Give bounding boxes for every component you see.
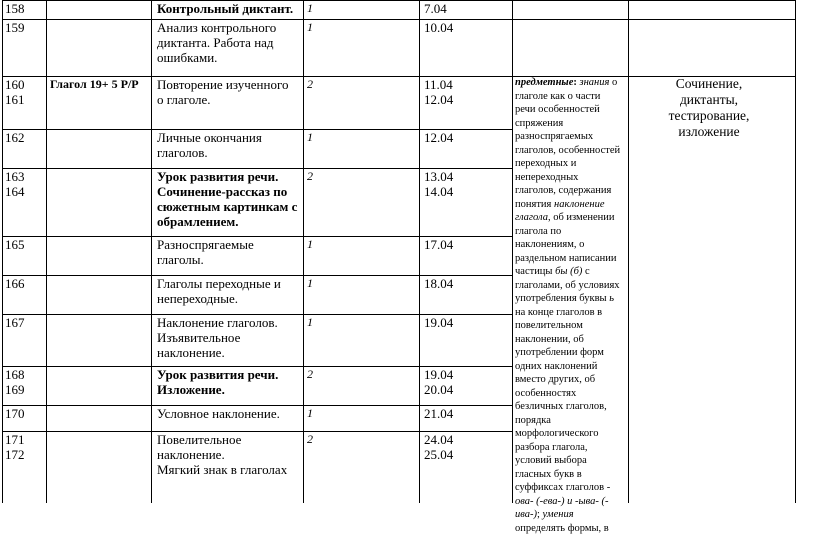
results-colon: :	[573, 77, 577, 88]
lesson-topic: диктанта. Работа над	[157, 35, 274, 50]
lesson-number: 165	[5, 237, 25, 252]
control-form-line: тестирование,	[629, 108, 789, 124]
column-border	[303, 0, 304, 503]
lesson-hours: 2	[307, 432, 313, 447]
results-line	[515, 495, 627, 509]
results-text: употреблении форм	[515, 347, 604, 358]
lesson-date: 19.04	[424, 367, 453, 382]
results-text: наклонение	[554, 199, 605, 210]
lesson-date: 12.04	[424, 92, 453, 107]
lesson-date: 17.04	[424, 237, 453, 252]
results-line	[515, 346, 627, 360]
results-text: переходных и	[515, 158, 576, 169]
results-text: знания	[579, 77, 609, 88]
lesson-date: 10.04	[424, 20, 453, 35]
lesson-topic: Личные окончания	[157, 130, 262, 145]
results-text: умения	[543, 509, 574, 520]
results-text: , об изменении	[548, 212, 615, 223]
column-border	[512, 0, 513, 503]
results-text: безличных глаголов,	[515, 401, 607, 412]
lesson-number: 168	[5, 367, 25, 382]
lesson-date: 13.04	[424, 169, 453, 184]
lesson-hours: 1	[307, 237, 313, 252]
results-line	[515, 252, 627, 266]
lesson-hours: 1	[307, 1, 313, 16]
control-forms	[629, 76, 789, 140]
lesson-topic: Глаголы переходные и	[157, 276, 281, 291]
results-text: наклонении, об	[515, 334, 584, 345]
results-line	[515, 319, 627, 333]
results-text: непереходных	[515, 172, 578, 183]
lesson-date: 24.04	[424, 432, 453, 447]
lesson-number: 160	[5, 77, 25, 92]
results-text: глаголов, особенностей	[515, 145, 620, 156]
lesson-topic: Урок развития речи.	[157, 367, 278, 382]
lesson-topic: Урок развития речи.	[157, 169, 278, 184]
results-text: бы (б)	[555, 266, 582, 277]
results-line	[515, 157, 627, 171]
lesson-hours: 2	[307, 367, 313, 382]
results-line	[515, 427, 627, 441]
lesson-topic: Повторение изученного	[157, 77, 288, 92]
results-line	[515, 144, 627, 158]
lesson-number: 167	[5, 315, 25, 330]
results-text: ь	[609, 293, 614, 304]
results-text: ива-)	[515, 509, 537, 520]
results-line	[515, 117, 627, 131]
results-text: одних наклонений	[515, 361, 597, 372]
results-line	[515, 441, 627, 455]
results-line	[515, 306, 627, 320]
lesson-topic: Сочинение-рассказ по	[157, 184, 287, 199]
results-line	[515, 171, 627, 185]
lesson-date: 7.04	[424, 1, 447, 16]
results-text: наклонениям, о	[515, 239, 584, 250]
lesson-topic: Условное наклонение.	[157, 406, 280, 421]
lesson-topic: Изложение.	[157, 382, 225, 397]
lesson-topic: о глаголе.	[157, 92, 211, 107]
lesson-topic: Изъявительное	[157, 330, 240, 345]
lesson-topic: Повелительное	[157, 432, 241, 447]
results-text: понятия	[515, 199, 554, 210]
lesson-number: 164	[5, 184, 25, 199]
row-border	[2, 19, 796, 20]
lesson-number: 171	[5, 432, 25, 447]
lesson-date: 11.04	[424, 77, 453, 92]
results-label: предметные	[515, 77, 573, 88]
lesson-number: 169	[5, 382, 25, 397]
lesson-number: 159	[5, 20, 25, 35]
results-text: речи особенностей	[515, 104, 600, 115]
results-line	[515, 468, 627, 482]
row-border	[2, 0, 796, 1]
lesson-hours: 2	[307, 77, 313, 92]
column-border	[419, 0, 420, 503]
results-line	[515, 292, 627, 306]
lesson-hours: 1	[307, 276, 313, 291]
results-line	[515, 360, 627, 374]
lesson-topic: Мягкий знак в глаголах	[157, 462, 287, 477]
lesson-topic: непереходные.	[157, 291, 238, 306]
lesson-topic: глаголов.	[157, 145, 208, 160]
lesson-hours: 1	[307, 20, 313, 35]
results-line	[515, 184, 627, 198]
lesson-topic: наклонение.	[157, 447, 225, 462]
control-form-line: Сочинение,	[629, 76, 789, 92]
lesson-topic: наклонение.	[157, 345, 225, 360]
results-text: глаголов, содержания	[515, 185, 611, 196]
results-line	[515, 211, 627, 225]
results-text: глагола по	[515, 226, 561, 237]
lesson-topic: обрамлением.	[157, 214, 239, 229]
results-text: ова- (-ева-) и -ыва- (-	[515, 496, 608, 507]
control-form-line: изложение	[629, 124, 789, 140]
lesson-hours: 1	[307, 406, 313, 421]
column-border	[46, 0, 47, 503]
section-title: Глагол 19+ 5 Р/Р	[50, 77, 139, 92]
lesson-date: 14.04	[424, 184, 453, 199]
results-line	[515, 90, 627, 104]
results-line	[515, 333, 627, 347]
results-text: употребления буквы	[515, 293, 609, 304]
lesson-number: 163	[5, 169, 25, 184]
lesson-hours: 1	[307, 315, 313, 330]
results-text: ;	[537, 509, 543, 520]
lesson-topic: ошибками.	[157, 50, 217, 65]
results-line	[515, 373, 627, 387]
results-line	[515, 130, 627, 144]
results-text: глагола	[515, 212, 548, 223]
results-text: спряжения	[515, 118, 563, 129]
results-text: суффиксах глаголов -	[515, 482, 610, 493]
results-line	[515, 103, 627, 117]
results-text: глаголами, об условиях	[515, 280, 620, 291]
results-line	[515, 279, 627, 293]
results-text: особенностях	[515, 388, 576, 399]
lesson-date: 12.04	[424, 130, 453, 145]
lesson-topic: Анализ контрольного	[157, 20, 276, 35]
results-text: определять формы, в	[515, 523, 609, 534]
lesson-date: 19.04	[424, 315, 453, 330]
results-text: частицы	[515, 266, 555, 277]
lesson-date: 25.04	[424, 447, 453, 462]
lesson-date: 18.04	[424, 276, 453, 291]
lesson-topic: Контрольный диктант.	[157, 1, 293, 16]
results-text: на конце глаголов в	[515, 307, 602, 318]
results-text: повелительном	[515, 320, 583, 331]
results-text: с	[582, 266, 589, 277]
subject-results-text	[515, 76, 627, 535]
results-text: гласных букв в	[515, 469, 582, 480]
lesson-number: 170	[5, 406, 25, 421]
lesson-hours: 1	[307, 130, 313, 145]
lesson-number: 158	[5, 1, 25, 16]
results-line	[515, 198, 627, 212]
results-text: глаголе как о части	[515, 91, 600, 102]
results-text: разноспрягаемых	[515, 131, 593, 142]
results-line	[515, 522, 627, 535]
lesson-topic: глаголы.	[157, 252, 204, 267]
results-heading-line	[515, 76, 627, 90]
column-border	[795, 0, 796, 503]
lesson-number: 161	[5, 92, 25, 107]
control-form-line: диктанты,	[629, 92, 789, 108]
column-border	[2, 0, 3, 503]
column-border	[151, 0, 152, 503]
results-line	[515, 238, 627, 252]
results-text: вместо других, об	[515, 374, 595, 385]
lesson-date: 20.04	[424, 382, 453, 397]
results-line	[515, 400, 627, 414]
results-line	[515, 454, 627, 468]
lesson-date: 21.04	[424, 406, 453, 421]
results-text: порядка	[515, 415, 551, 426]
lesson-hours: 2	[307, 169, 313, 184]
results-text: условий выбора	[515, 455, 587, 466]
lesson-number: 166	[5, 276, 25, 291]
results-text: разбора глагола,	[515, 442, 588, 453]
results-line	[515, 508, 627, 522]
results-text: о	[609, 77, 617, 88]
lesson-topic: сюжетным картинкам с	[157, 199, 297, 214]
results-text: раздельном написании	[515, 253, 617, 264]
lesson-number: 172	[5, 447, 25, 462]
results-text: морфологического	[515, 428, 598, 439]
results-line	[515, 387, 627, 401]
results-line	[515, 481, 627, 495]
results-line	[515, 225, 627, 239]
lesson-topic: Разноспрягаемые	[157, 237, 254, 252]
results-line	[515, 414, 627, 428]
results-line	[515, 265, 627, 279]
lesson-topic: Наклонение глаголов.	[157, 315, 278, 330]
lesson-number: 162	[5, 130, 25, 145]
